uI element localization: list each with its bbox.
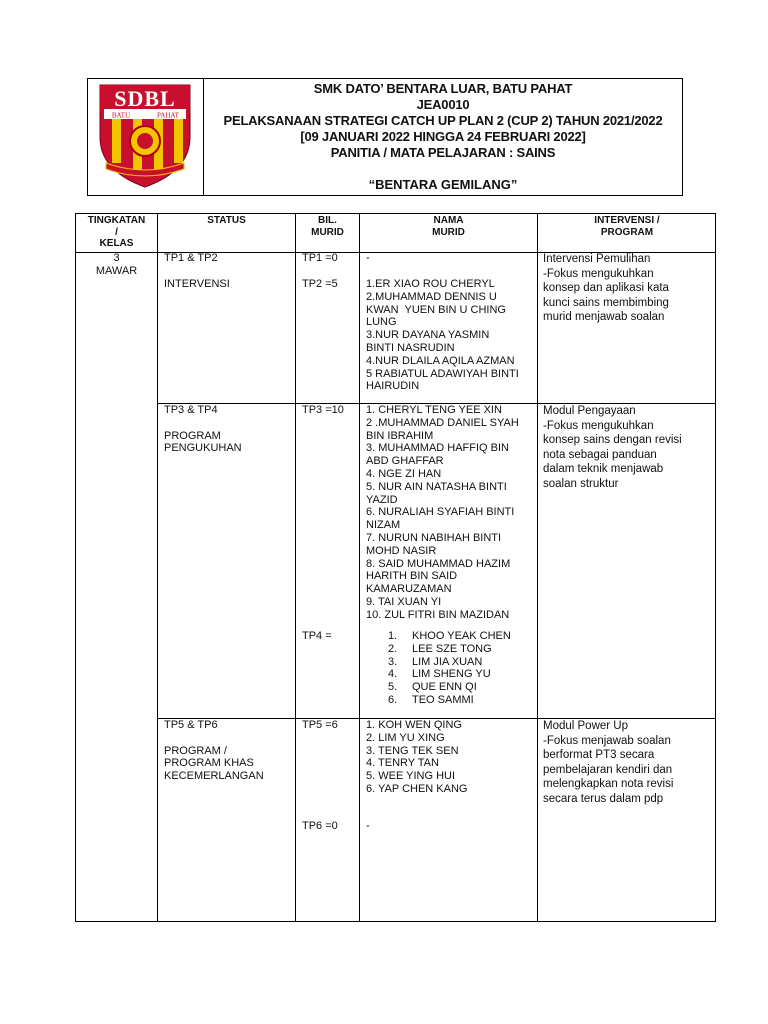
title-cell <box>204 79 682 195</box>
column-divider <box>359 214 360 921</box>
list-item: 5. QUE ENN QI <box>388 681 477 694</box>
nama-list: 1.ER XIAO ROU CHERYL 2.MUHAMMAD DENNIS U KWAN YUEN BIN U CHING LUNG 3.NUR DAYANA YASMIN BINTI NASRUDIN 4.NUR DLAILA AQILA AZMAN 5 RABIATUL ADAWIYAH BINTI HAIRUDIN <box>366 278 519 393</box>
bil-cell: TP5 =6 <box>302 719 338 731</box>
column-divider <box>295 214 296 921</box>
tp4-list <box>366 630 536 707</box>
date-range: [09 JANUARI 2022 HINGGA 24 FEBRUARI 2022] <box>300 129 586 144</box>
nama-cell: - <box>366 252 370 264</box>
slogan: “BENTARA GEMILANG” <box>368 177 518 192</box>
intervensi-cell: Modul Pengayaan -Fokus mengukuhkan konsep sains dengan revisi nota sebagai panduan dalam teknik menjawab soalan struktur <box>543 405 682 490</box>
kelas-cell: 3 MAWAR <box>95 252 138 277</box>
header-status: STATUS <box>207 215 246 226</box>
list-item: 1. KHOO YEAK CHEN <box>388 630 511 642</box>
intervensi-cell: Modul Power Up -Fokus menjawab soalan berformat PT3 secara pembelajaran kendiri dan melengkapkan nota revisi secara terus dalam pdp <box>543 720 674 805</box>
column-divider <box>537 214 538 921</box>
status-cell: TP5 & TP6 PROGRAM / PROGRAM KHAS KECEMERLANGAN <box>164 719 264 783</box>
school-crest-logo <box>88 79 202 193</box>
school-code: JEA0010 <box>416 97 470 112</box>
subject-line: PANITIA / MATA PELAJARAN : SAINS <box>330 145 556 160</box>
header-bil-murid: BIL. MURID <box>311 215 344 238</box>
logo-sub-right: PAHAT <box>157 111 179 120</box>
logo-text: SDBL <box>114 86 176 111</box>
bil-cell: TP2 =5 <box>302 278 338 290</box>
list-item: 6. TEO SAMMI <box>388 693 474 706</box>
header-intervensi: INTERVENSI / PROGRAM <box>594 215 660 238</box>
intervensi-cell: Intervensi Pemulihan -Fokus mengukuhkan konsep dan aplikasi kata kunci sains membimbing murid menjawab soalan <box>543 253 669 323</box>
header-tingkatan: TINGKATAN / KELAS <box>87 215 146 249</box>
header-box <box>87 78 683 196</box>
bil-cell: TP3 =10 <box>302 404 344 416</box>
school-name: SMK DATO’ BENTARA LUAR, BATU PAHAT <box>313 81 573 96</box>
list-item: 2. LEE SZE TONG <box>388 642 492 655</box>
list-item: 3. LIM JIA XUAN <box>388 655 483 668</box>
nama-list: 1. KOH WEN QING 2. LIM YU XING 3. TENG TEK SEN 4. TENRY TAN 5. WEE YING HUI 6. YAP CHEN KANG <box>366 719 468 795</box>
list-item: 4. LIM SHENG YU <box>388 668 491 681</box>
bil-cell: TP1 =0 <box>302 252 338 264</box>
student-table <box>75 213 716 922</box>
bil-cell: TP4 = <box>302 630 332 642</box>
header-nama-murid: NAMA MURID <box>432 215 465 238</box>
status-cell: TP1 & TP2 INTERVENSI <box>164 252 230 290</box>
nama-list: 1. CHERYL TENG YEE XIN 2 .MUHAMMAD DANIEL SYAH BIN IBRAHIM 3. MUHAMMAD HAFFIQ BIN ABD GHAFFAR 4. NGE ZI HAN 5. NUR AIN NATASHA BINTI YAZID 6. NURALIAH SYAFIAH BINTI NIZAM 7. NURUN NABIHAH BINTI MOHD NASIR 8. SAID MUHAMMAD HAZIM HARITH BIN SAID KAMARUZAMAN 9. TAI XUAN YI 10. ZUL FITRI BIN MAZIDAN <box>366 404 519 621</box>
nama-cell: - <box>366 820 370 832</box>
bil-cell: TP6 =0 <box>302 820 338 832</box>
status-cell: TP3 & TP4 PROGRAM PENGUKUHAN <box>164 404 242 455</box>
logo-cell <box>88 79 204 195</box>
column-divider <box>157 214 158 921</box>
program-title: PELAKSANAAN STRATEGI CATCH UP PLAN 2 (CUP 2) TAHUN 2021/2022 <box>223 113 663 128</box>
logo-sub-left: BATU <box>111 111 131 120</box>
